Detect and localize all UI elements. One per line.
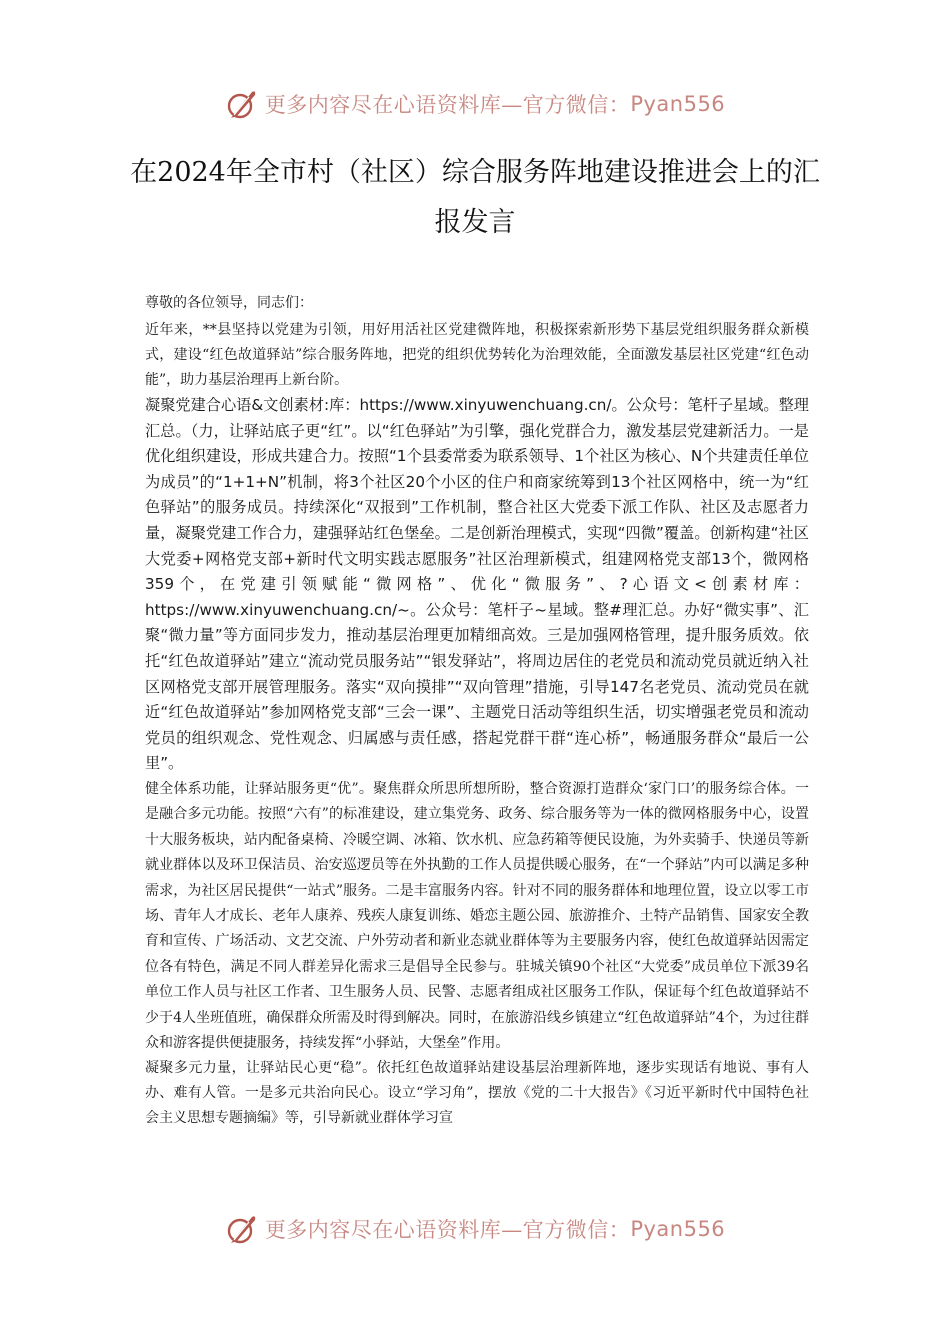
- paragraph-section-2: 健全体系功能，让驿站服务更“优”。聚焦群众所思所想所盼，整合资源打造群众‘家门口’的服务综合体。一是融合多元功能。按照“六有”的标准建设，建立集党务、政务、综合服务等为一体的微网格服务中心，设置十大服务板块，站内配备桌椅、冷暖空调、冰箱、饮水机、应急药箱等便民设施，为外卖骑手、快递员等新就业群体以及环卫保洁员、治安巡逻员等在外执勤的工作人员提供暖心服务，在“一个驿站”内可以满足多种需求，为社区居民提供“一站式”服务。二是丰富服务内容。针对不同的服务群体和地理位置，设立以零工市场、青年人才成长、老年人康养、残疾人康复训练、婚恋主题公园、旅游推介、土特产品销售、国家安全教育和宣传、广场活动、文艺交流、户外劳动者和新业态就业群体等为主要服务内容，使红色故道驿站因需定位各有特色，满足不同人群差异化需求三是倡导全民参与。驻城关镇90个社区“大党委”成员单位下派39名单位工作人员与社区工作者、卫生服务人员、民警、志愿者组成社区服务工作队，保证每个红色故道驿站不少于4人坐班值班，确保群众所需及时得到解决。同时，在旅游沿线乡镇建立“红色故道驿站”4个，为过往群众和游客提供便捷服务，持续发挥“小驿站，大堡垒”作用。: [145, 780, 809, 1051]
- greeting: 尊敬的各位领导，同志们：: [145, 295, 313, 311]
- banner-text: 更多内容尽在心语资料库—官方微信：: [264, 93, 631, 117]
- quill-pen-logo-icon: [225, 1212, 259, 1246]
- paragraph-section-3: 凝聚多元力量，让驿站民心更“稳”。依托红色故道驿站建设基层治理新阵地，逐步实现话有地说、事有人办、难有人管。一是多元共治向民心。设立“学习角”，摆放《党的二十大报告》《习近平新时代中国特色社会主义思想专题摘编》等，引导新就业群体学习宣: [145, 1060, 809, 1126]
- paragraph-section-1: 凝聚党建合心语&文创素材:库：https://www.xinyuwenchuang.cn/。公众号：笔杆子星域。整理汇总。（力，让驿站底子更“红”。以“红色驿站”为引擎，强化党群合力，激发基层党建新活力。一是优化组织建设，形成共建合力。按照“1个县委常委为联系领导、1个社区为核心、N个共建责任单位为成员”的“1+1+N”机制，将3个社区20个小区的住户和商家统筹到13个社区网格中，统一为“红色驿站”的服务成员。持续深化“双报到”工作机制，整合社区大党委下派工作队、社区及志愿者力量，凝聚党建工作合力，建强驿站红色堡垒。二是创新治理模式，实现“四微”覆盖。创新构建“社区大党委+网格党支部+新时代文明实践志愿服务”社区治理新模式，组建网格党支部13个，微网格359个，在党建引领赋能“微网格”、优化“微服务”、?心语文<创素材库：https://www.xinyuwenchuang.cn/~。公众号：笔杆子~星域。整#理汇总。办好“微实事”、汇聚“微力量”等方面同步发力，推动基层治理更加精细高效。三是加强网格管理，提升服务质效。依托“红色故道驿站”建立“流动党员服务站”“银发驿站”，将周边居住的老党员和流动党员就近纳入社区网格党支部开展管理服务。落实“双向摸排”“双向管理”措施，引导147名老党员、流动党员在就近“红色故道驿站”参加网格党支部“三会一课”、主题党日活动等组织生活，切实增强老党员和流动党员的组织观念、党性观念、归属感与责任感，搭起党群干群“连心桥”，畅通服务群众“最后一公里”。: [145, 396, 809, 773]
- quill-pen-logo-icon: [225, 87, 259, 121]
- footer-banner: [0, 1207, 950, 1251]
- banner-wechat-id: Pyan556: [630, 92, 726, 116]
- header-banner: [0, 82, 950, 126]
- document-body: [145, 292, 809, 1130]
- page-title: 在2024年全市村（社区）综合服务阵地建设推进会上的汇报发言: [130, 157, 820, 238]
- banner-text: 更多内容尽在心语资料库—官方微信：: [264, 1218, 631, 1242]
- paragraph-intro: 近年来，**县坚持以党建为引领，用好用活社区党建微阵地，积极探索新形势下基层党组织服务群众新模式，建设“红色故道驿站”综合服务阵地，把党的组织优势转化为治理效能，全面激发基层社区党建“红色动能”，助力基层治理再上新台阶。: [145, 322, 809, 388]
- banner-wechat-id: Pyan556: [630, 1217, 726, 1241]
